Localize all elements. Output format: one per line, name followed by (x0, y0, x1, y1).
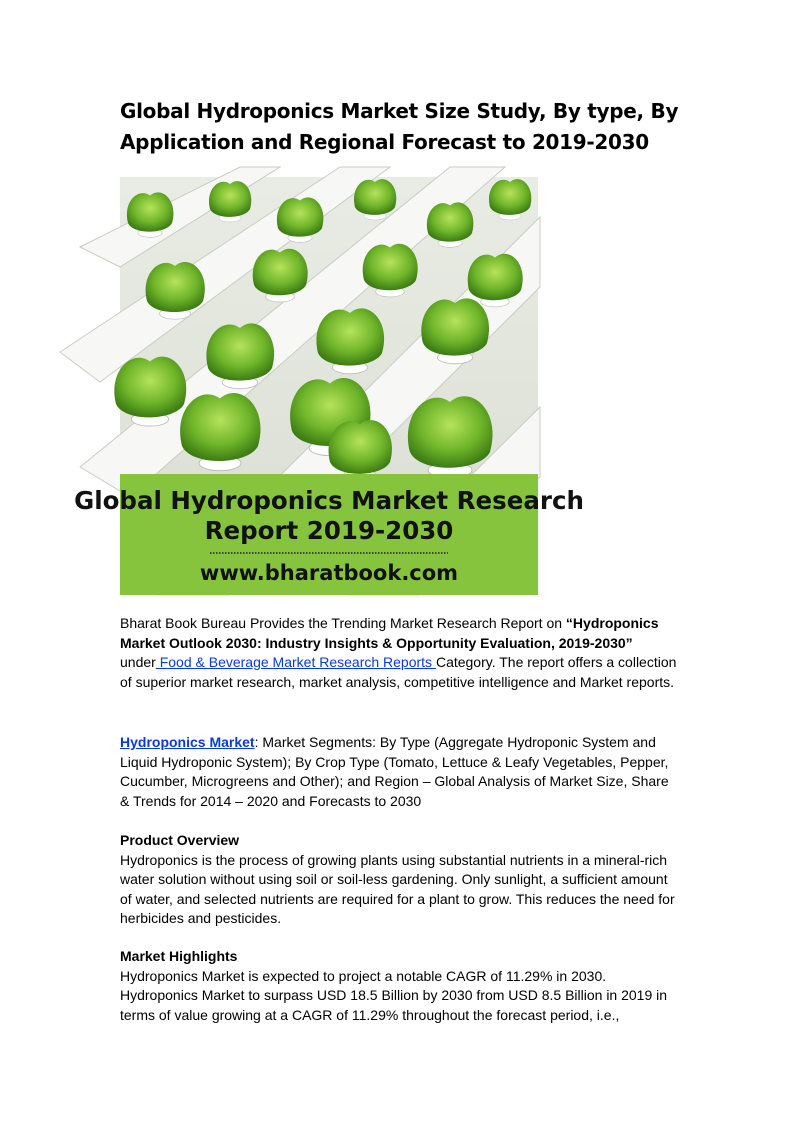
report-title: “Hydroponics Market Outlook 2030: Industry Insights & Opportunity Evaluation, 2019-2030” (120, 615, 659, 651)
overview-body: Hydroponics is the process of growing plants using substantial nutrients in a mineral-rich water solution without using soil or soil-less gardening. Only sunlight, a sufficient amount of water, and selected nutrients are required for a plant to grow. This reduces the need for herbicides and pesticides. (120, 851, 675, 926)
cover-headline-line2: Report 2019-2030 (204, 516, 454, 545)
intro-paragraph (120, 614, 680, 692)
highlights-section (120, 947, 680, 1025)
hydroponic-lettuce-illustration (74, 177, 584, 595)
document-title: Global Hydroponics Market Size Study, By type, By Application and Regional Forecast to 2019-2030 (120, 99, 679, 154)
cover-image (74, 177, 584, 595)
category-link[interactable]: Food & Beverage Market Research Reports (155, 654, 436, 670)
intro-lead: Bharat Book Bureau Provides the Trending Market Research Report on (120, 615, 566, 631)
highlights-heading: Market Highlights (120, 948, 238, 964)
cover-website: www.bharatbook.com (199, 561, 459, 585)
cover-headline-line1: Global Hydroponics Market Research (74, 486, 584, 515)
segments-text: : Market Segments: By Type (Aggregate Hydroponic System and Liquid Hydroponic System); By Crop Type (Tomato, Lettuce & Leafy Vegetables, Pepper, Cucumber, Microgreens and Other); and Region – Global Analysis of Market Size, Share & Trends for 2014 – 2020 and Forecasts to 2030 (120, 734, 669, 809)
intro-rest: Category. The report offers a collection of superior market research, market analysis, competitive intelligence and Market reports. (120, 654, 677, 690)
overview-heading: Product Overview (120, 832, 240, 848)
hydroponics-market-link[interactable]: Hydroponics Market (120, 734, 255, 750)
segments-paragraph (120, 733, 680, 811)
overview-section (120, 831, 680, 929)
intro-under: under (120, 654, 156, 670)
highlights-body: Hydroponics Market is expected to project a notable CAGR of 11.29% in 2030. Hydroponics Market to surpass USD 18.5 Billion by 2030 from USD 8.5 Billion in 2019 in terms of value growing at a CAGR of 11.29% throughout the forecast period, i.e., (120, 967, 668, 1023)
